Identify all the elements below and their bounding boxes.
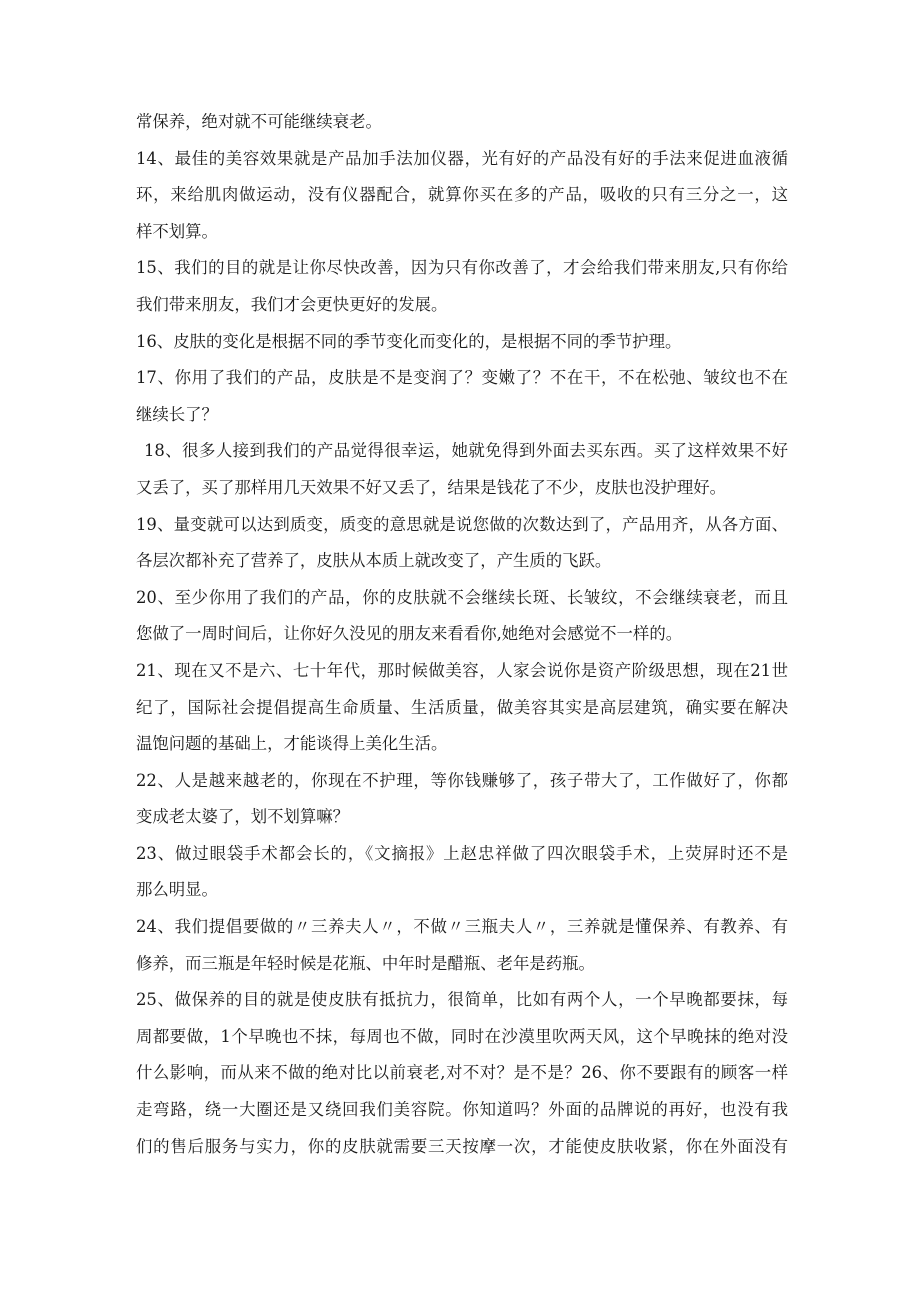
text-line: 又丢了，买了那样用几天效果不好又丢了，结果是钱花了不少，皮肤也没护理好。: [136, 477, 727, 497]
text-line: 走弯路，绕一大圈还是又绕回我们美容院。你知道吗？外面的品牌说的再好，也没有我: [136, 1100, 788, 1120]
text-line: 您做了一周时间后，让你好久没见的朋友来看看你,她绝对会感觉不一样的。: [136, 624, 683, 644]
text-line: 温饱问题的基础上，才能谈得上美化生活。: [136, 734, 448, 754]
text-line: 变成老太婆了，划不划算嘛？: [136, 807, 350, 827]
text-line: 们的售后服务与实力，你的皮肤就需要三天按摩一次，才能使皮肤收紧，你在外面没有: [136, 1136, 788, 1156]
text-line: 17、你用了我们的产品，皮肤是不是变润了？变嫩了？不在干，不在松弛、皱纹也不在: [136, 368, 788, 388]
text-line: 我们带来朋友，我们才会更快更好的发展。: [136, 294, 448, 314]
text-line: 那么明显。: [136, 880, 218, 900]
text-line: 继续长了？: [136, 404, 218, 424]
text-line: 16、皮肤的变化是根据不同的季节变化而变化的，是根据不同的季节护理。: [136, 331, 682, 351]
text-line: 纪了，国际社会提倡提高生命质量、生活质量，做美容其实是高层建筑，确实要在解决: [136, 697, 788, 717]
text-line: 环，来给肌肉做运动，没有仪器配合，就算你买在多的产品，吸收的只有三分之一，这: [136, 185, 788, 205]
text-line: 21、现在又不是六、七十年代，那时候做美容，人家会说你是资产阶级思想，现在21世: [136, 660, 788, 680]
text-line: 什么影响，而从来不做的绝对比以前衰老,对不对？是不是？26、你不要跟有的顾客一样: [136, 1063, 788, 1083]
text-line: 19、量变就可以达到质变，质变的意思就是说您做的次数达到了，产品用齐，从各方面、: [136, 514, 788, 534]
text-line: 周都要做，1个早晚也不抹，每周也不做，同时在沙漠里吹两天风，这个早晚抹的绝对没: [136, 1026, 788, 1046]
text-line: 22、人是越来越老的，你现在不护理，等你钱赚够了，孩子带大了，工作做好了，你都: [136, 770, 788, 790]
text-line: 25、做保养的目的就是使皮肤有抵抗力，很简单，比如有两个人，一个早晚都要抹，每: [136, 990, 788, 1010]
text-line: 常保养，绝对就不可能继续衰老。: [136, 112, 382, 131]
document-body: [136, 104, 788, 1165]
text-line: 修养，而三瓶是年轻时候是花瓶、中年时是醋瓶、老年是药瓶。: [136, 953, 595, 973]
text-line: 20、至少你用了我们的产品，你的皮肤就不会继续长斑、长皱纹，不会继续衰老，而且: [136, 587, 788, 607]
text-line: 样不划算。: [136, 221, 218, 241]
text-line: 23、做过眼袋手术都会长的，《文摘报》上赵忠祥做了四次眼袋手术，上荧屏时还不是: [136, 843, 788, 863]
text-line: 24、我们提倡要做的〃三养夫人〃，不做〃三瓶夫人〃，三养就是懂保养、有教养、有: [136, 917, 788, 937]
text-line: 14、最佳的美容效果就是产品加手法加仪器，光有好的产品没有好的手法来促进血液循: [136, 148, 788, 168]
text-line: 15、我们的目的就是让你尽快改善，因为只有你改善了，才会给我们带来朋友,只有你给: [136, 258, 788, 278]
text-line: 18、很多人接到我们的产品觉得很幸运，她就免得到外面去买东西。买了这样效果不好: [144, 441, 788, 461]
text-line: 各层次都补充了营养了，皮肤从本质上就改变了，产生质的飞跃。: [136, 551, 612, 571]
